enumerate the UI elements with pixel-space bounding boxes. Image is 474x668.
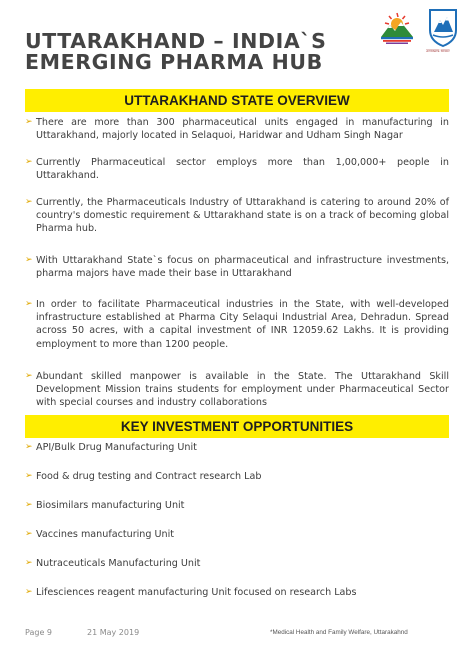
arrow-bullet-icon: ➢ bbox=[25, 371, 33, 381]
arrow-bullet-icon: ➢ bbox=[25, 157, 33, 167]
list-item: ➢ With Uttarakhand State`s focus on pharmaceutical and infrastructure investments, pharma majors have made their base in Uttarakhand bbox=[25, 255, 449, 280]
list-item: ➢ Currently Pharmaceutical sector employs more than 1,00,000+ people in Uttarakhand. bbox=[25, 157, 449, 182]
arrow-bullet-icon: ➢ bbox=[25, 117, 33, 127]
list-item: ➢ Food & drug testing and Contract research Lab bbox=[25, 471, 262, 482]
footer-date: 21 May 2019 bbox=[87, 628, 140, 637]
list-item: ➢ Biosimilars manufacturing Unit bbox=[25, 500, 185, 511]
list-item: ➢ In order to facilitate Pharmaceutical industries in the State, with well-developed infrastructure established at Pharma City Selaqui Industrial Area, Dehradun. Spread across 50 acres, with a capital investment of INR 12059.62 Lakhs. It is providing employment to more than 1200 people. bbox=[25, 299, 449, 350]
arrow-bullet-icon: ➢ bbox=[25, 255, 33, 265]
mountain-sun-logo-icon bbox=[378, 8, 416, 46]
emblem-caption: उत्तराखण्ड सरकार bbox=[426, 49, 450, 53]
footer-page-number: Page 9 bbox=[25, 628, 52, 637]
investment-heading-banner: KEY INVESTMENT OPPORTUNITIES bbox=[25, 415, 449, 438]
arrow-bullet-icon: ➢ bbox=[25, 471, 33, 481]
arrow-bullet-icon: ➢ bbox=[25, 197, 33, 207]
list-item: ➢ There are more than 300 pharmaceutical units engaged in manufacturing in Uttarakhand, majorly located in Selaquoi, Haridwar and Udham Singh Nagar bbox=[25, 117, 449, 142]
page-title-line-1: UTTARAKHAND – INDIA`S bbox=[25, 29, 327, 53]
arrow-bullet-icon: ➢ bbox=[25, 299, 33, 309]
page-title-line-2: EMERGING PHARMA HUB bbox=[25, 50, 323, 74]
overview-list bbox=[25, 116, 449, 408]
arrow-bullet-icon: ➢ bbox=[25, 500, 33, 510]
state-emblem-icon bbox=[426, 8, 460, 50]
arrow-bullet-icon: ➢ bbox=[25, 529, 33, 539]
list-item: ➢ Currently, the Pharmaceuticals Industry of Uttarakhand is catering to around 20% of country's domestic requirement & Uttarakhand state is on a track of becoming global Pharma hub. bbox=[25, 197, 449, 235]
investment-list bbox=[25, 441, 449, 601]
list-item: ➢ Vaccines manufacturing Unit bbox=[25, 529, 175, 540]
arrow-bullet-icon: ➢ bbox=[25, 442, 33, 452]
list-item: ➢ API/Bulk Drug Manufacturing Unit bbox=[25, 442, 197, 453]
list-item: ➢ Abundant skilled manpower is available in the State. The Uttarakhand Skill Development Mission trains students for employment under Pharmaceutical Sector with special courses and industry collaborations bbox=[25, 371, 449, 409]
page-title bbox=[25, 31, 355, 73]
arrow-bullet-icon: ➢ bbox=[25, 587, 33, 597]
footer-source-note: *Medical Health and Family Welfare, Uttarakahnd bbox=[270, 629, 408, 636]
arrow-bullet-icon: ➢ bbox=[25, 558, 33, 568]
list-item: ➢ Lifesciences reagent manufacturing Unit focused on research Labs bbox=[25, 587, 357, 598]
list-item: ➢ Nutraceuticals Manufacturing Unit bbox=[25, 558, 201, 569]
overview-heading-banner: UTTARAKHAND STATE OVERVIEW bbox=[25, 89, 449, 112]
